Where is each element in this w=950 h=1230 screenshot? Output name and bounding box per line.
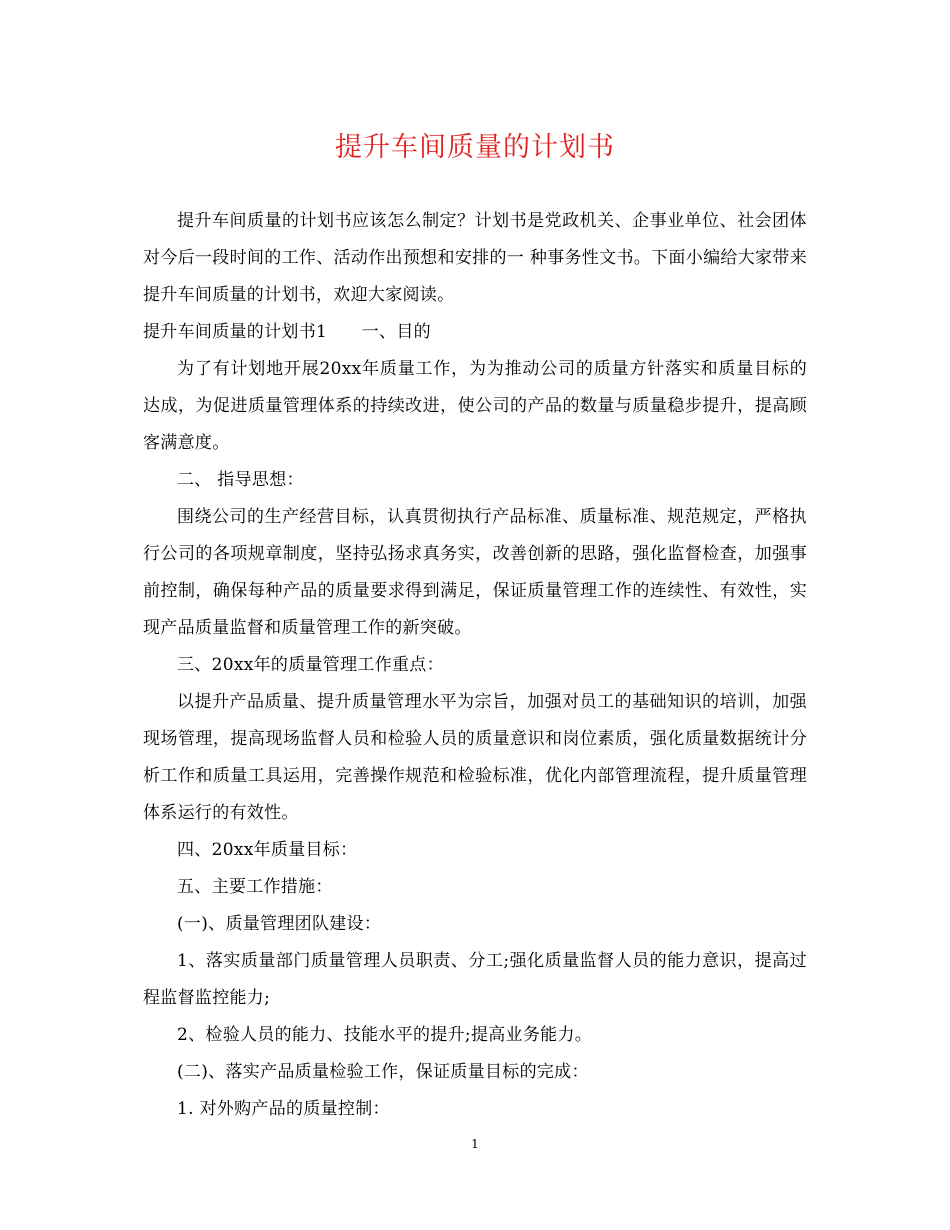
inspection-item-1: 1. 对外购产品的质量控制： bbox=[177, 1099, 390, 1119]
document-title: 提升车间质量的计划书 bbox=[335, 132, 615, 163]
section-heading-plan-1: 提升车间质量的计划书1 一、目的 bbox=[143, 322, 431, 342]
purpose-paragraph: 为了有计划地开展20xx年质量工作，为为推动公司的质量方针落实和质量目标的达成，为促进质量管理体系的持续改进，使公司的产品的数量与质量稳步提升，提高顾客满意度。 bbox=[143, 359, 807, 453]
inspection-heading: (二)、落实产品质量检验工作，保证质量目标的完成： bbox=[177, 1062, 589, 1082]
team-item-2: 2、检验人员的能力、技能水平的提升;提高业务能力。 bbox=[177, 1025, 593, 1045]
intro-paragraph: 提升车间质量的计划书应该怎么制定？计划书是党政机关、企事业单位、社会团体对今后一段时间的工作、活动作出预想和安排的一 种事务性文书。下面小编给大家带来提升车间质量的计划书，欢迎大家阅读。 bbox=[143, 211, 807, 305]
focus-paragraph: 以提升产品质量、提升质量管理水平为宗旨，加强对员工的基础知识的培训，加强现场管理，提高现场监督人员和检验人员的质量意识和岗位素质，强化质量数据统计分析工作和质量工具运用，完善操作规范和检验标准，优化内部管理流程，提升质量管理体系运行的有效性。 bbox=[143, 692, 807, 823]
guiding-idea-paragraph: 围绕公司的生产经营目标，认真贯彻执行产品标准、质量标准、规范规定，严格执行公司的各项规章制度，坚持弘扬求真务实，改善创新的思路，强化监督检查，加强事前控制，确保每种产品的质量要求得到满足，保证质量管理工作的连续性、有效性，实现产品质量监督和质量管理工作的新突破。 bbox=[143, 507, 807, 638]
focus-heading: 三、20xx年的质量管理工作重点： bbox=[177, 655, 444, 675]
team-item-1: 1、落实质量部门质量管理人员职责、分工;强化质量监督人员的能力意识，提高过程监督监控能力; bbox=[143, 951, 807, 1008]
page-number: 1 bbox=[471, 1137, 479, 1151]
guiding-idea-heading: 二、 指导思想： bbox=[177, 470, 304, 490]
measures-heading: 五、主要工作措施： bbox=[177, 877, 333, 897]
quality-goals-heading: 四、20xx年质量目标： bbox=[177, 840, 358, 860]
team-building-heading: (一)、质量管理团队建设： bbox=[177, 914, 382, 934]
document-body bbox=[143, 203, 807, 1128]
